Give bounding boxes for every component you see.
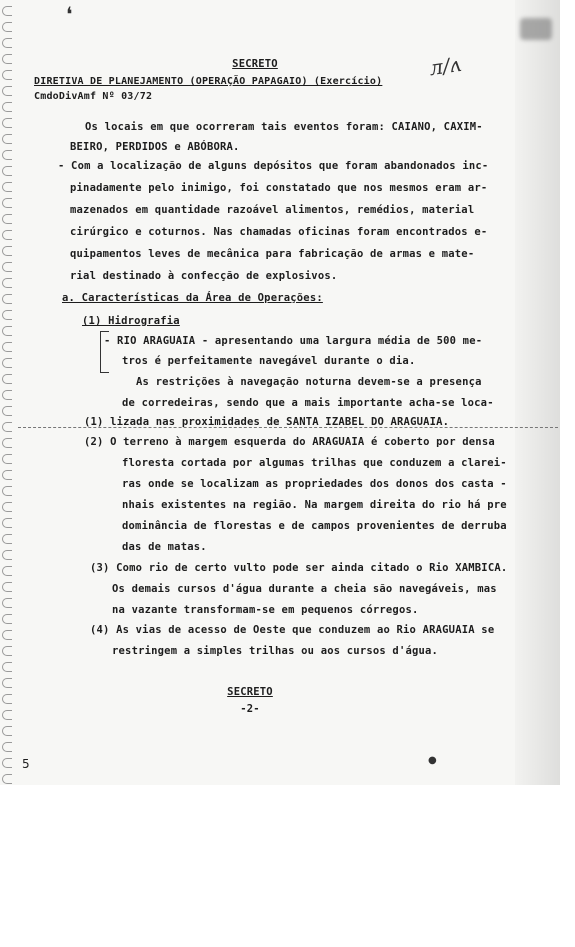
binding-ring — [2, 598, 12, 608]
spiral-binding — [2, 0, 16, 785]
binding-ring — [2, 102, 12, 112]
binding-ring — [2, 38, 12, 48]
paragraph-line: pinadamente pelo inimigo, foi constatado que nos mesmos eram ar- — [70, 182, 488, 194]
item2-line: dominância de florestas e de campos provenientes de derruba — [122, 520, 507, 532]
binding-ring — [2, 390, 12, 400]
item2-line: floresta cortada por algumas trilhas que conduzem a clarei- — [122, 457, 507, 469]
paragraph-line: quipamentos leves de mecânica para fabricação de armas e mate- — [70, 248, 475, 260]
binding-ring — [2, 582, 12, 592]
paragraph-line: cirúrgico e coturnos. Nas chamadas oficinas foram encontrados e- — [70, 226, 488, 238]
binding-ring — [2, 454, 12, 464]
item1-line: tros é perfeitamente navegável durante o dia. — [122, 355, 416, 367]
binding-ring — [2, 70, 12, 80]
binding-ring — [2, 694, 12, 704]
binding-ring — [2, 406, 12, 416]
binding-ring — [2, 246, 12, 256]
binding-ring — [2, 726, 12, 736]
binding-ring — [2, 502, 12, 512]
binding-ring — [2, 294, 12, 304]
binding-ring — [2, 22, 12, 32]
handwritten-annotation: ᴫ/ʌ — [428, 51, 463, 81]
binding-ring — [2, 86, 12, 96]
binding-ring — [2, 150, 12, 160]
binding-ring — [2, 710, 12, 720]
item4-line: restringem a simples trilhas ou aos cursos d'água. — [112, 645, 439, 657]
binding-ring — [2, 678, 12, 688]
binding-ring — [2, 278, 12, 288]
binding-ring — [2, 310, 12, 320]
binding-ring — [2, 230, 12, 240]
scan-ink-mark: ❛ — [66, 2, 73, 26]
hidrografia-heading: (1) Hidrografia — [82, 315, 180, 327]
directive-reference: CmdoDivAmf Nº 03/72 — [34, 91, 153, 102]
item1-line: (1) lizada nas proximidades de SANTA IZABEL DO ARAGUAIA. — [84, 416, 450, 428]
paragraph-line: mazenados em quantidade razoável alimentos, remédios, material — [70, 204, 475, 216]
binding-ring — [2, 438, 12, 448]
paragraph-line: - Com a localização de alguns depósitos que foram abandonados inc- — [58, 160, 489, 172]
binding-ring — [2, 662, 12, 672]
binding-ring — [2, 262, 12, 272]
binding-ring — [2, 214, 12, 224]
binding-ring — [2, 630, 12, 640]
item1-line: - RIO ARAGUAIA - apresentando uma largura média de 500 me- — [104, 335, 483, 347]
item2-line: nhais existentes na região. Na margem direita do rio há pre — [122, 499, 507, 511]
margin-page-number: 5 — [22, 757, 30, 771]
binding-ring — [2, 614, 12, 624]
item3-line: na vazante transformam-se em pequenos córregos. — [112, 604, 419, 616]
item2-line: ras onde se localizam as propriedades dos donos dos casta - — [122, 478, 507, 490]
binding-ring — [2, 534, 12, 544]
classification-bottom: SECRETO — [227, 686, 273, 698]
binding-ring — [2, 54, 12, 64]
classification-top: SECRETO — [232, 58, 278, 70]
binding-ring — [2, 566, 12, 576]
paragraph-line: rial destinado à confecção de explosivos. — [70, 270, 338, 282]
binding-ring — [2, 134, 12, 144]
binding-ring — [2, 646, 12, 656]
directive-title: DIRETIVA DE PLANEJAMENTO (OPERAÇÃO PAPAGAIO) (Exercício) — [34, 76, 383, 87]
binding-ring — [2, 470, 12, 480]
intro-line: Os locais em que ocorreram tais eventos foram: CAIANO, CAXIM- — [85, 121, 483, 133]
intro-line: BEIRO, PERDIDOS e ABÓBORA. — [70, 141, 240, 153]
binding-ring — [2, 550, 12, 560]
binding-ring — [2, 374, 12, 384]
binding-ring — [2, 6, 12, 16]
binding-ring — [2, 118, 12, 128]
item4-line: (4) As vias de acesso de Oeste que conduzem ao Rio ARAGUAIA se — [90, 624, 495, 636]
item3-line: Os demais cursos d'água durante a cheia são navegáveis, mas — [112, 583, 497, 595]
item3-line: (3) Como rio de certo vulto pode ser ainda citado o Rio XAMBICA. — [90, 562, 508, 574]
item2-line: das de matas. — [122, 541, 207, 553]
binding-ring — [2, 166, 12, 176]
binding-ring — [2, 198, 12, 208]
binding-ring — [2, 742, 12, 752]
page-number: -2- — [240, 703, 260, 715]
binding-ring — [2, 342, 12, 352]
item2-line: (2) O terreno à margem esquerda do ARAGUAIA é coberto por densa — [84, 436, 495, 448]
binding-ring — [2, 182, 12, 192]
section-heading: a. Características da Área de Operações: — [62, 292, 323, 304]
scan-fold-line — [18, 427, 558, 428]
binding-ring — [2, 358, 12, 368]
scan-ink-mark: ● — [428, 755, 437, 766]
binding-ring — [2, 486, 12, 496]
page-edge-shadow — [515, 0, 560, 785]
binding-ring — [2, 422, 12, 432]
item1-line: As restrições à navegação noturna devem-se a presença — [136, 376, 482, 388]
binding-ring — [2, 774, 12, 784]
item1-line: de corredeiras, sendo que a mais importante acha-se loca- — [122, 397, 494, 409]
binding-ring — [2, 518, 12, 528]
scan-smudge — [520, 18, 552, 40]
binding-ring — [2, 758, 12, 768]
binding-ring — [2, 326, 12, 336]
